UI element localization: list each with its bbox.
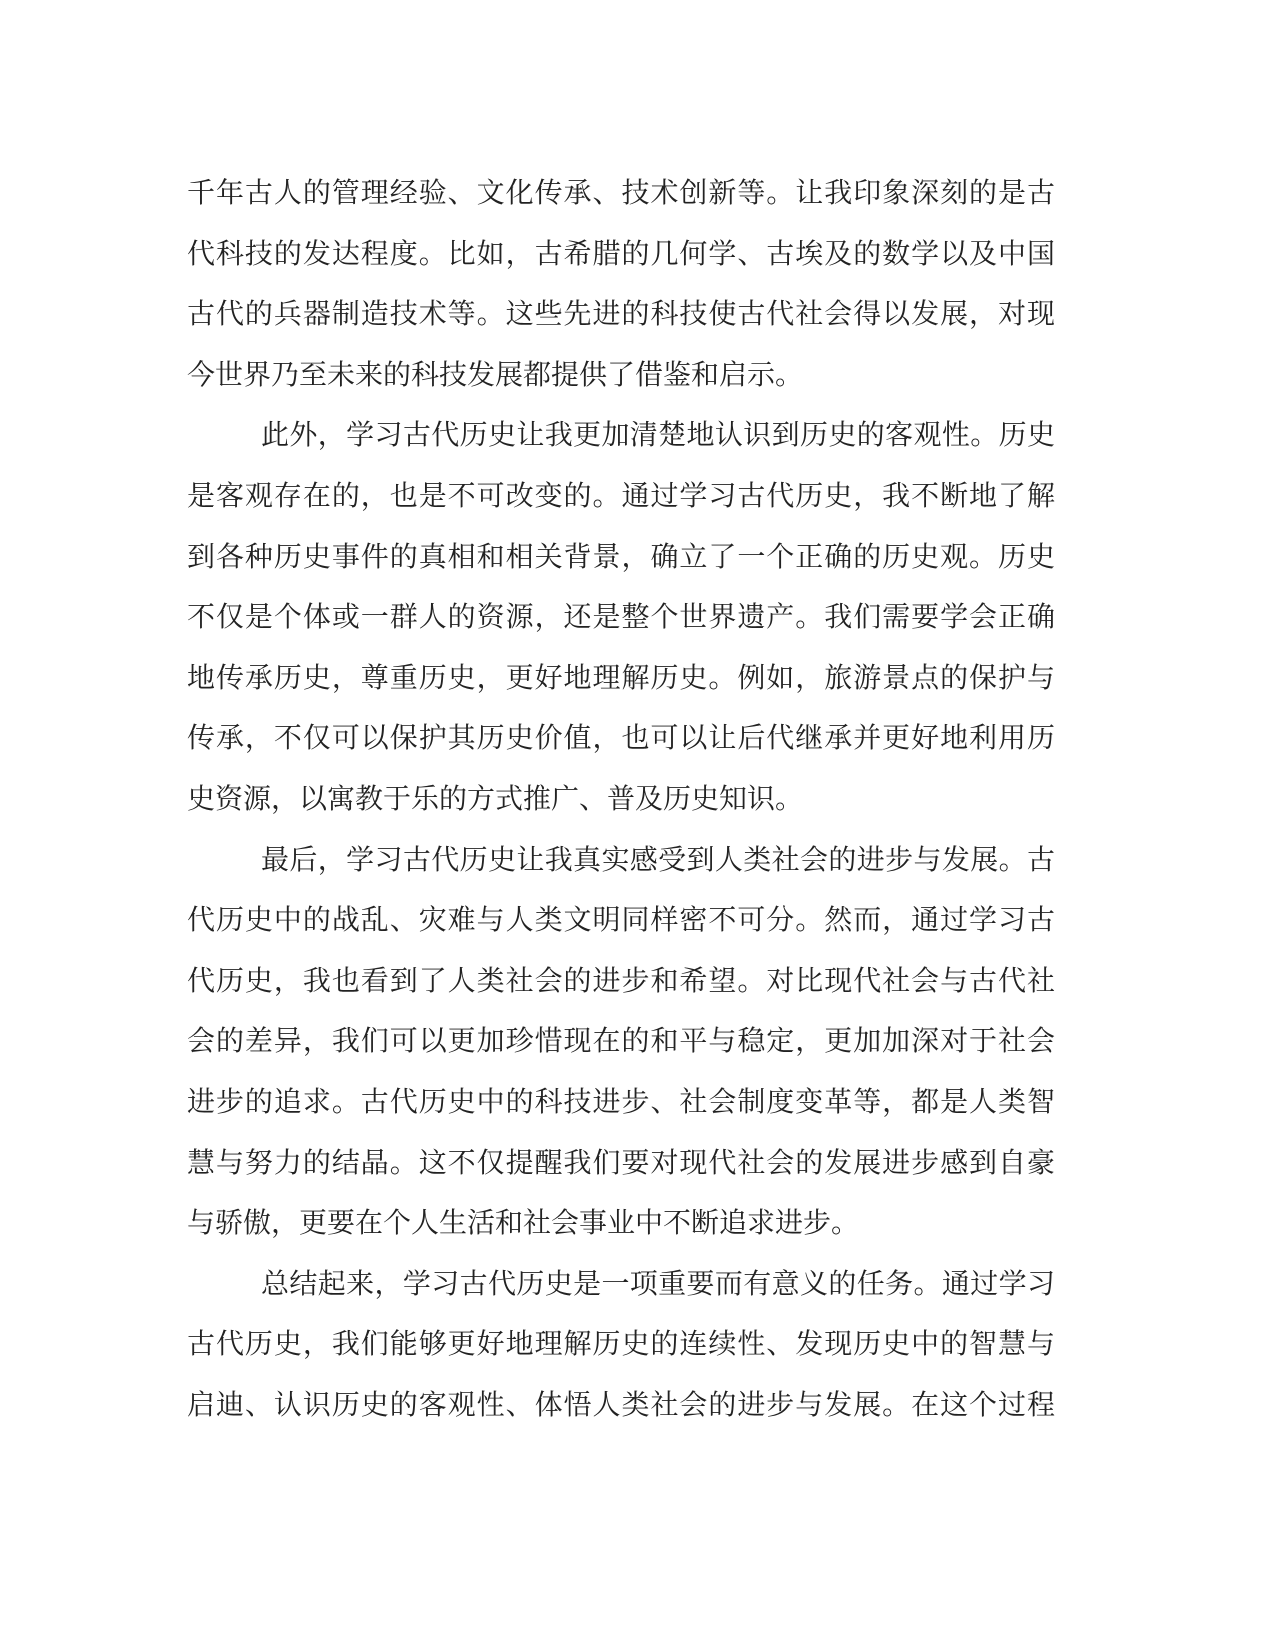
text-line: 会的差异，我们可以更加珍惜现在的和平与稳定，更加加深对于社会	[187, 1024, 1055, 1058]
text-line: 是客观存在的，也是不可改变的。通过学习古代历史，我不断地了解	[187, 478, 1055, 512]
text-line: 古代历史，我们能够更好地理解历史的连续性、发现历史中的智慧与	[187, 1327, 1055, 1361]
text-line: 地传承历史，尊重历史，更好地理解历史。例如，旅游景点的保护与	[187, 660, 1055, 694]
text-line: 史资源，以寓教于乐的方式推广、普及历史知识。	[187, 781, 804, 815]
text-line: 千年古人的管理经验、文化传承、技术创新等。让我印象深刻的是古	[187, 176, 1055, 209]
text-line: 到各种历史事件的真相和相关背景，确立了一个正确的历史观。历史	[187, 539, 1055, 573]
text-line: 代科技的发达程度。比如，古希腊的几何学、古埃及的数学以及中国	[187, 236, 1055, 270]
text-line: 传承，不仅可以保护其历史价值，也可以让后代继承并更好地利用历	[187, 721, 1055, 755]
text-line: 代历史，我也看到了人类社会的进步和希望。对比现代社会与古代社	[187, 963, 1055, 997]
text-line: 慧与努力的结晶。这不仅提醒我们要对现代社会的发展进步感到自豪	[187, 1145, 1055, 1179]
text-line: 进步的追求。古代历史中的科技进步、社会制度变革等，都是人类智	[187, 1084, 1055, 1118]
text-line: 代历史中的战乱、灾难与人类文明同样密不可分。然而，通过学习古	[187, 903, 1055, 937]
paragraph-first-line: 最后，学习古代历史让我真实感受到人类社会的进步与发展。古	[261, 842, 1055, 876]
text-line: 启迪、认识历史的客观性、体悟人类社会的进步与发展。在这个过程	[187, 1387, 1055, 1421]
text-line: 不仅是个体或一群人的资源，还是整个世界遗产。我们需要学会正确	[187, 600, 1055, 634]
text-line: 今世界乃至未来的科技发展都提供了借鉴和启示。	[187, 357, 804, 391]
body-text	[187, 163, 1055, 1435]
text-line: 与骄傲，更要在个人生活和社会事业中不断追求进步。	[187, 1206, 860, 1240]
text-line: 古代的兵器制造技术等。这些先进的科技使古代社会得以发展，对现	[187, 297, 1055, 331]
paragraph-first-line: 总结起来，学习古代历史是一项重要而有意义的任务。通过学习	[261, 1266, 1055, 1300]
paragraph-first-line: 此外，学习古代历史让我更加清楚地认识到历史的客观性。历史	[261, 418, 1055, 452]
